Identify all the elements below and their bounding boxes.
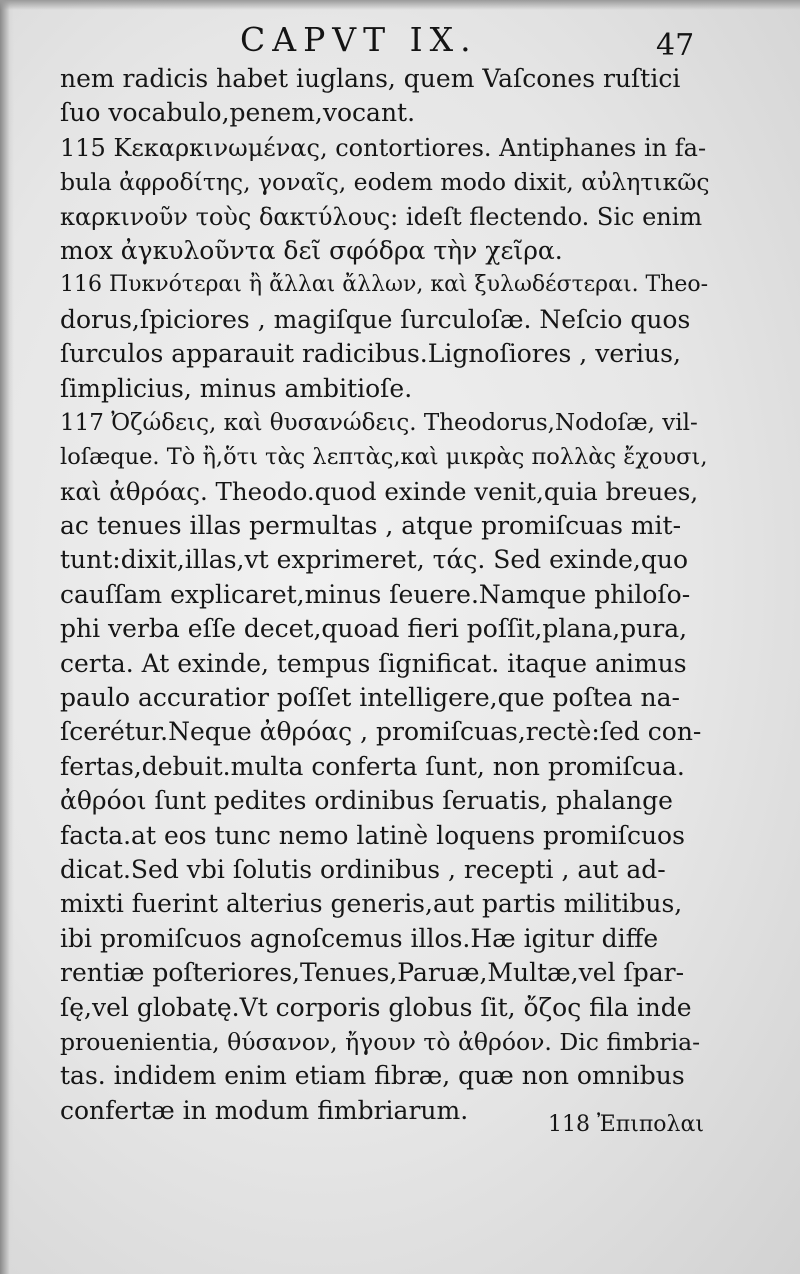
text-line: ſę,vel globatę.Vt corporis globus ſit, ὄζος fila inde (60, 992, 692, 1022)
text-line: καρκινοῦν τοὺς δακτύλους: ideſt flectendo. Sic enim (60, 202, 703, 231)
text-line: bula ἀφροδίτης, γοναῖς, eodem modo dixit, αὐλητικῶς (60, 168, 710, 197)
text-line: tas. indidem enim etiam fibræ, quæ non omnibus (60, 1061, 685, 1091)
page-number: 47 (656, 28, 695, 63)
page-edge-shadow (0, 0, 14, 1274)
text-line: ſimplicius, minus ambitioſe. (60, 373, 413, 403)
text-line: fertas,debuit.multa conferta ſunt, non promiſcua. (60, 751, 685, 781)
text-line: prouenientia, θύσανον, ἤγουν τὸ ἀθρόον. Dic fimbria- (60, 1027, 701, 1056)
body-text (60, 62, 710, 1128)
text-line: certa. At exinde, tempus ſignificat. itaque animus (60, 648, 687, 678)
text-line: ac tenues illas permultas , atque promiſcuas mit- (60, 511, 682, 541)
text-line: paulo accuratior poſſet intelligere,que poſtea na- (60, 683, 680, 713)
running-head (0, 14, 800, 64)
text-line: mixti fuerint alterius generis,aut partis militibus, (60, 889, 683, 919)
text-line: 116 Πυκνότεραι ἢ ἄλλαι ἄλλων, καὶ ξυλωδέστεραι. Theo- (60, 272, 709, 298)
text-line: rentiæ poſteriores,Tenues,Paruæ,Multæ,vel ſpar- (60, 958, 685, 988)
text-line: nem radicis habet iuglans, quem Vaſcones ruſtici (60, 64, 681, 93)
text-line: καὶ ἀθρόας. Theodo.quod exinde venit,quia breues, (60, 476, 699, 506)
text-line: mox ἀγκυλοῦντα δεῖ σφόδρα τὴν χεῖρα. (60, 235, 563, 265)
text-line: 117 Ὀζώδεις, καὶ θυσανώδεις. Theodorus,Nodoſæ, vil- (60, 409, 698, 436)
text-line: facta.at eos tunc nemo latinè loquens promiſcuos (60, 820, 685, 850)
chapter-title: CAPVT IX. (240, 20, 478, 59)
text-line: ἀθρόοι ſunt pedites ordinibus ſeruatis, phalange (60, 786, 673, 816)
text-line: ſcerétur.Neque ἀθρόας , promiſcuas,rectè:ſed con- (60, 717, 702, 747)
text-line: dorus,ſpiciores , magiſque ſurculoſæ. Neſcio quos (60, 304, 691, 334)
text-line: loſæque. Τὸ ἢ,ὅτι τὰς λεπτὰς,καὶ μικρὰς πολλὰς ἔχουσι, (60, 444, 708, 471)
text-line: ſuo vocabulo,penem,vocant. (60, 98, 416, 128)
text-line: phi verba eſſe decet,quoad fieri poſſit,plana,pura, (60, 614, 688, 644)
text-line: 115 Κεκαρκινωμένας, contortiores. Antiphanes in fa- (60, 133, 707, 162)
text-line: ſurculos apparauit radicibus.Lignoſiores , verius, (60, 339, 681, 369)
text-line: tunt:dixit,illas,vt exprimeret, τάς. Sed exinde,quo (60, 545, 688, 575)
catchword: 118 Ἐπιπολαι (548, 1112, 704, 1137)
text-line: confertæ in modum fimbriarum. (60, 1095, 469, 1125)
text-line: dicat.Sed vbi ſolutis ordinibus , recepti , aut ad- (60, 854, 666, 884)
text-line: cauſſam explicaret,minus ſeuere.Namque philoſo- (60, 579, 691, 609)
page-top-shadow (0, 0, 800, 10)
text-line: ibi promiſcuos agnoſcemus illos.Hæ igitur diffe (60, 923, 659, 953)
